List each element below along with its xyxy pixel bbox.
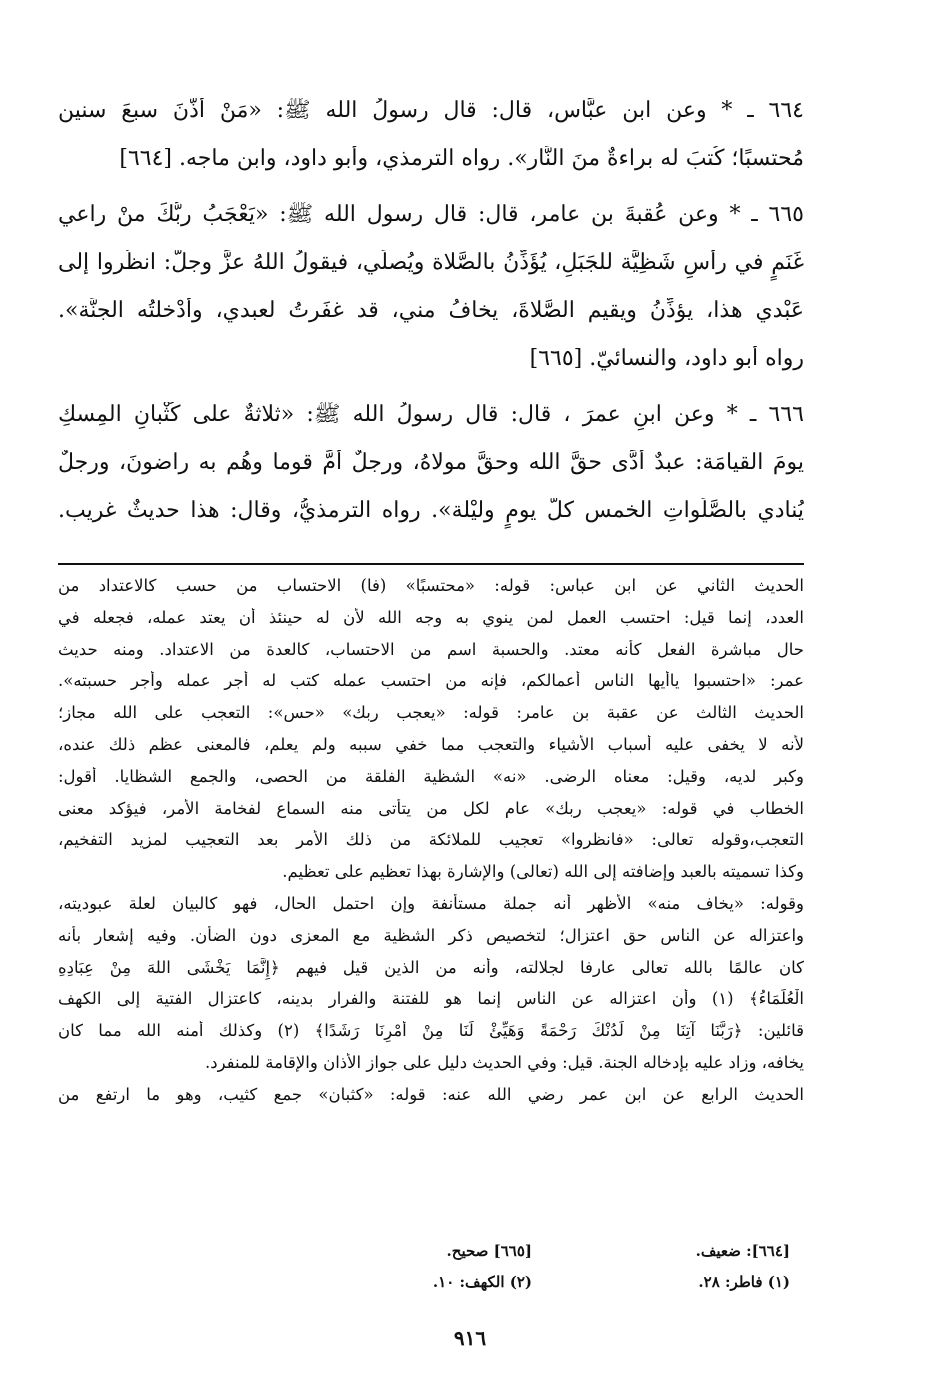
commentary-line: الحديث الثالث عن عقبة بن عامر: قوله: «يعجب ربك» «حس»: التعجب على الله مجاز؛ — [58, 703, 804, 723]
commentary-line: يخافه، وزاد عليه بإدخاله الجنة. قيل: وفي الحديث دليل على جواز الأذان والإقامة للمنفرد. — [204, 1052, 804, 1072]
commentary-line: لأنه لا يخفى عليه أسباب الأشياء والتعجب مما خفي سببه ولم يعلم، فالمعنى عظم ذلك عنده، — [58, 734, 804, 754]
hadith-line: عَبْدي هذا، يؤذِّنُ ويقيم الصَّلاةَ، يخافُ مني، قد غفَرتُ لعبدي، وأدْخلتُه الجنَّة». — [58, 298, 804, 323]
footnote-ref-2: (٢) الكهف: ١٠. — [432, 1273, 532, 1291]
footnote-grading-665: [٦٦٥] صحيح. — [446, 1242, 532, 1260]
commentary-line: وكبر لديه، وقيل: معناه الرضى. «نه» الشظية الفلقة من الحصى، والجمع الشظايا. أقول: — [58, 766, 804, 786]
commentary-line: وقوله: «يخاف منه» الأظهر أنه جملة مستأنفة وإن احتمل الحال، فهو كالبيان لعلة عبوديته، — [58, 893, 804, 913]
commentary-divider — [58, 563, 804, 565]
footnote-ref-1: (١) فاطر: ٢٨. — [698, 1273, 790, 1291]
hadith-line: ٦٦٤ ـ * وعن ابن عبَّاس، قال: قال رسولُ الله ﷺ: «مَنْ أَذَّنَ سبعَ سنين — [58, 98, 804, 123]
commentary-line: قائلين: ﴿رَبَّنَا آتِنَا مِنْ لَدُنْكَ رَحْمَةً وَهَيِّئْ لَنَا مِنْ أَمْرِنَا رَشَدًا﴾ (٢) وكذلك أمنه الله مما كان — [58, 1021, 804, 1041]
hadith-line: مُحتسبًا؛ كُتبَ له براءةٌ منَ النَّار». رواه الترمذي، وأبو داود، وابن ماجه. [٦٦٤] — [119, 146, 804, 171]
page-number: ٩١٦ — [453, 1326, 487, 1350]
commentary-line: عمر: «احتسبوا ياأيها الناس أعمالكم، فإنه من احتسب عمله كتب له أجر عمله وأجر حسبته». — [58, 671, 804, 691]
commentary-line: واعتزاله عن الناس حق اعتزال؛ لتخصيص ذكر الشظية مع المعزى دون الضأن. وفيه إشعار بأنه — [58, 925, 804, 945]
commentary-line: كان عالمًا بالله تعالى عارفا لجلالته، وأنه من الذين قيل فيهم ﴿إِنَّمَا يَخْشَى اللهَ مِنْ عِبَادِهِ — [58, 957, 804, 977]
footnote-grading-664: [٦٦٤]: ضعيف. — [695, 1242, 790, 1260]
hadith-line: يومَ القيامَة: عبدٌ أدَّى حقَّ الله وحقَّ مولاهُ، ورجلٌ أمَّ قوما وهُم به راضونَ، ورجلٌ — [58, 450, 804, 475]
commentary-line: الْعُلَمَاءُ﴾ (١) وأن اعتزاله عن الناس إنما هو للفتنة والفرار بدينه، كاعتزال الفتية إلى الكهف — [58, 989, 804, 1009]
hadith-line: ٦٦٥ ـ * وعن عُقبةَ بن عامر، قال: قال رسول الله ﷺ: «يَعْجَبُ ربُّكَ منْ راعي — [58, 202, 804, 227]
commentary-line: الخطاب في قوله: «يعجب ربك» عام لكل من يتأتى منه السماع لفخامة الأمر، فيؤكد معنى — [58, 798, 804, 818]
commentary-line: التعجب،وقوله تعالى: «فانظروا» تعجيب للملائكة من ذلك الأمر بعد التعجيب لمزيد التفخيم، — [58, 830, 804, 850]
commentary-line: حال مباشرة الفعل كأنه معتد. والحسبة اسم من الاحتساب، كالعدة من الاعتداد. ومنه حديث — [58, 639, 804, 659]
commentary-line: الحديث الرابع عن ابن عمر رضي الله عنه: قوله: «كثبان» جمع كثيب، وهو ما ارتفع من — [58, 1084, 804, 1104]
hadith-665 — [58, 202, 804, 394]
commentary-line: العدد، إنما قيل: احتسب العمل لمن ينوي به وجه الله لأن له حينئذ أن يعتد عمله، فجعله في — [58, 607, 804, 627]
hadith-line: يُنادي بالصَّلَواتِ الخمس كلَّ يومٍ وليْلة». رواه الترمذيُّ، وقال: هذا حديثٌ غريب. — [58, 498, 804, 523]
commentary-line: الحديث الثاني عن ابن عباس: قوله: «محتسبًا» (فا) الاحتساب من حسب كالاعتداد من — [58, 576, 804, 595]
hadith-666 — [58, 402, 804, 546]
commentary-section — [58, 576, 804, 1117]
hadith-line: غَنَمٍ في رأسِ شَظِيَّة للجَبَلِ، يُؤَذِّنُ بالصَّلاة ويُصلِّي، فيقولُ اللهُ عزَّ وجلَّ: انظُروا إلى — [58, 250, 804, 275]
hadith-664 — [58, 98, 804, 194]
hadith-line: ٦٦٦ ـ * وعن ابنِ عمرَ ، قال: قال رسولُ الله ﷺ: «ثلاثةٌ على كُثْبانِ المِسكِ — [58, 402, 804, 427]
commentary-line: وكذا تسميته بالعبد وإضافته إلى الله (تعالى) والإشارة بهذا تعظيم على تعظيم. — [282, 862, 804, 882]
hadith-line: رواه أبو داود، والنسائيّ. [٦٦٥] — [529, 346, 804, 371]
